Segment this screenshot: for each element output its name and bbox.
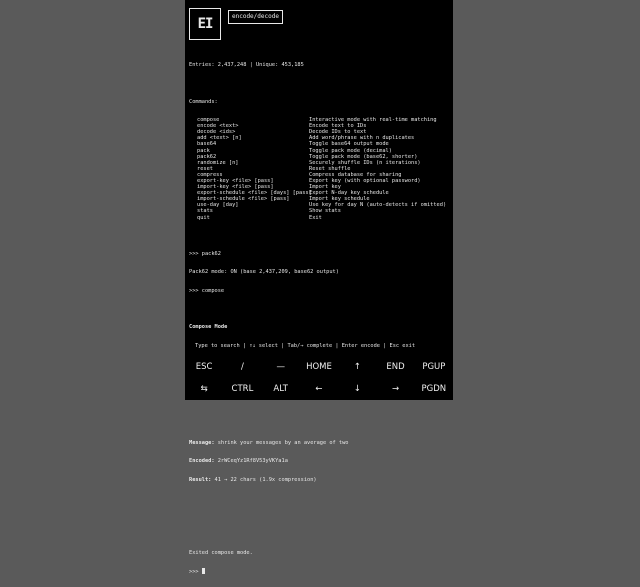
command-desc: Import key schedule (309, 196, 370, 203)
key-alt[interactable]: ALT (273, 384, 288, 394)
command-name: export-schedule <file> [days] [pass] (197, 190, 312, 197)
key-tab-icon[interactable]: ⇆ (200, 384, 208, 394)
command-name: import-schedule <file> [pass] (197, 196, 290, 203)
key-home[interactable]: HOME (306, 362, 332, 372)
left-letterbox (0, 0, 185, 400)
command-desc: Compress database for sharing (309, 171, 402, 178)
command-name: decode <ids> (197, 129, 236, 136)
extra-keys-bar (185, 356, 453, 400)
message-line: Message: shrink your messages by an average of two (189, 439, 349, 446)
key-left-arrow-icon[interactable]: ← (315, 384, 323, 394)
key-dash[interactable]: — (276, 362, 285, 372)
key-end[interactable]: END (386, 362, 405, 372)
commands-header: Commands: (189, 98, 218, 105)
command-row (189, 215, 451, 221)
command-desc: Export N-day key schedule (309, 190, 389, 197)
app-label: encode/decode (228, 10, 283, 24)
command-name: pack62 (197, 153, 217, 160)
text-cursor (202, 568, 205, 574)
stats-line: Entries: 2,437,248 | Unique: 453,185 (189, 62, 304, 69)
command-name: randomize [n] (197, 159, 239, 166)
key-up-arrow-icon[interactable]: ↑ (353, 362, 361, 372)
command-desc: Toggle pack mode (decimal) (309, 147, 392, 154)
command-name: stats (197, 208, 213, 215)
command-name: add <text> [n] (197, 135, 242, 142)
command-name: reset (197, 165, 213, 172)
app-header (189, 8, 283, 40)
command-desc: Interactive mode with real-time matching (309, 117, 437, 124)
exit-message: Exited compose mode. (189, 550, 253, 556)
command-list (189, 117, 451, 221)
command-name: import-key <file> [pass] (197, 184, 274, 191)
command-name: compress (197, 171, 223, 178)
terminal-output (189, 50, 451, 587)
command-name: use-day [day] (197, 202, 239, 209)
app-logo: EI (189, 8, 221, 40)
command-name: quit (197, 214, 210, 221)
command-desc: Encode text to IDs (309, 123, 367, 130)
command-desc: Exit (309, 214, 322, 221)
command-name: base64 (197, 141, 217, 148)
command-desc: Securely shuffle IDs (n iterations) (309, 159, 421, 166)
command-desc: Reset shuffle (309, 165, 351, 172)
key-pgup[interactable]: PGUP (422, 362, 446, 372)
command-name: compose (197, 117, 220, 124)
command-name: encode <text> (197, 123, 239, 130)
history-line: Pack62 mode: ON (base 2,437,209, base62 output) (189, 269, 339, 276)
result-line: Result: 41 → 22 chars (1.9x compression) (189, 476, 317, 483)
command-desc: Use key for day N (auto-detects if omitted) (309, 202, 447, 209)
command-desc: Export key (with optional password) (309, 177, 421, 184)
key-ctrl[interactable]: CTRL (231, 384, 254, 394)
key-esc[interactable]: ESC (195, 362, 213, 372)
terminal-screen[interactable] (185, 0, 453, 576)
compose-hint: Type to search | ↑↓ select | Tab/→ complete | Enter encode | Esc exit (195, 342, 416, 349)
encoded-line: Encoded: 2rWCeqYz1Rf8V53yVKYa1a (189, 458, 288, 465)
command-desc: Toggle pack mode (base62, shorter) (309, 153, 418, 160)
prompt-line[interactable]: >>> (189, 568, 451, 574)
key-slash[interactable]: / (240, 362, 244, 372)
command-desc: Import key (309, 184, 341, 191)
command-desc: Show stats (309, 208, 341, 215)
history-line: >>> compose (189, 287, 225, 294)
compose-title: Compose Mode (189, 324, 228, 331)
command-desc: Decode IDs to text (309, 129, 367, 136)
key-pgdn[interactable]: PGDN (421, 384, 447, 394)
key-down-arrow-icon[interactable]: ↓ (353, 384, 361, 394)
command-name: pack (197, 147, 210, 154)
command-name: export-key <file> [pass] (197, 177, 274, 184)
right-letterbox (453, 0, 640, 400)
command-desc: Add word/phrase with n duplicates (309, 135, 415, 142)
history-line: >>> pack62 (189, 251, 221, 258)
key-right-arrow-icon[interactable]: → (392, 384, 400, 394)
command-desc: Toggle base64 output mode (309, 141, 389, 148)
